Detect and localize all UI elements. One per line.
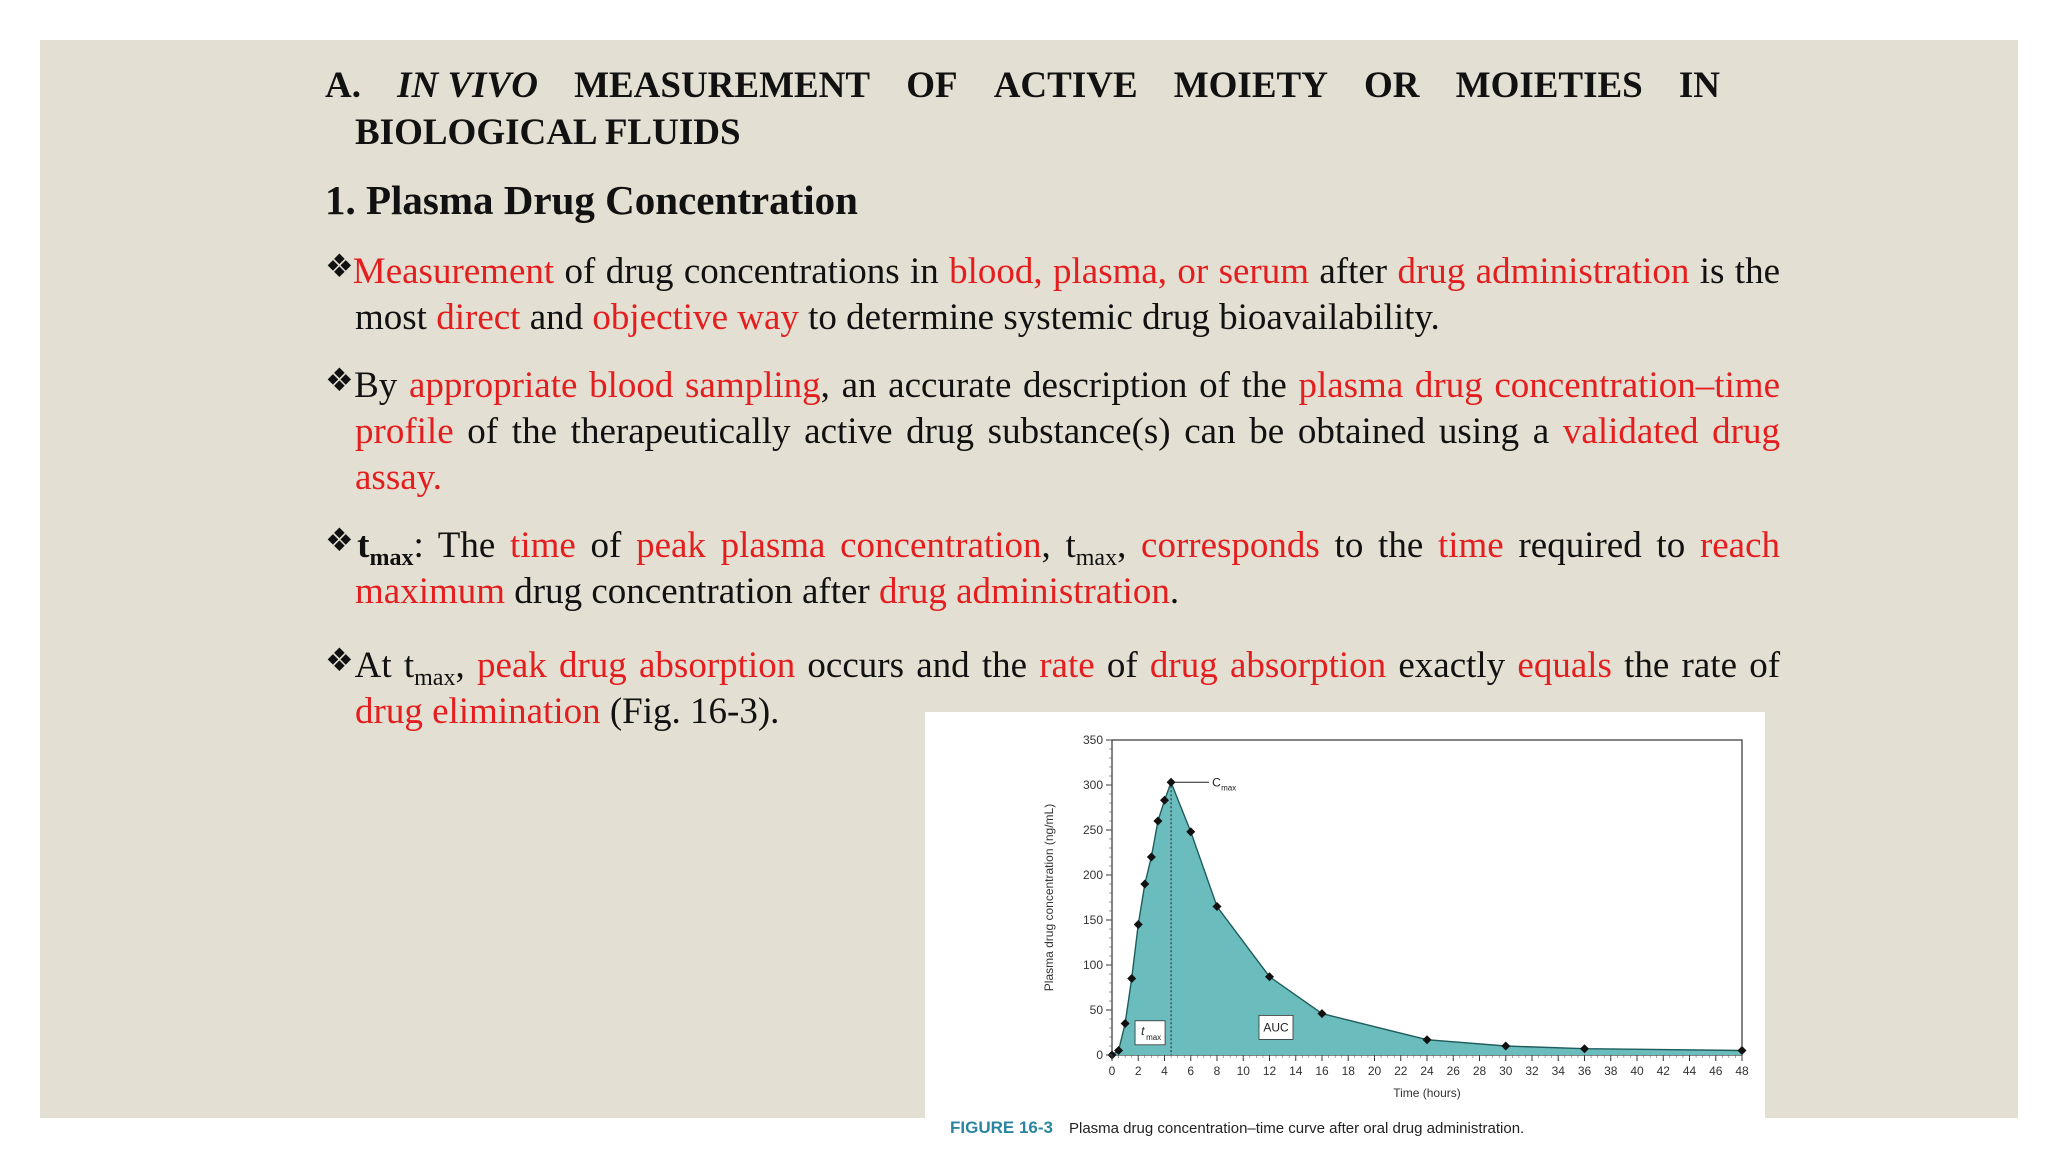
y-tick-label: 50 [1089,1003,1103,1017]
bullet-diamond-icon: ❖ [325,362,355,398]
x-tick-label: 44 [1682,1064,1697,1078]
x-tick-label: 30 [1499,1064,1513,1078]
x-tick-label: 40 [1630,1064,1644,1078]
bullet-diamond-icon: ❖ [325,642,355,678]
page-subtitle: 1. Plasma Drug Concentration [325,177,858,223]
y-tick-label: 0 [1096,1048,1103,1062]
x-tick-label: 26 [1446,1064,1460,1078]
bullet-diamond-icon: ❖ [325,248,353,284]
figure-caption-text: Plasma drug concentration–time curve after oral drug administration. [1068,1120,1525,1137]
x-tick-label: 38 [1604,1064,1618,1078]
heading-word: IN [1678,65,1720,106]
x-tick-label: 14 [1289,1064,1303,1078]
section-heading [325,62,1720,156]
tmax-subscript: max [1146,1032,1162,1042]
x-tick-label: 8 [1213,1064,1221,1078]
x-tick-label: 4 [1161,1064,1168,1078]
auc-label: AUC [1263,1020,1289,1035]
bullet-tmax: $❖t_{max}$: The time of peak plasma concentration, $t_{max}$, corresponds to the time required to reach maximum drug concentration after drug administration. [325,522,1781,612]
x-tick-label: 24 [1420,1064,1434,1078]
tmax-label: t [1141,1023,1145,1038]
x-tick-label: 46 [1709,1064,1723,1078]
x-tick-label: 42 [1656,1064,1670,1078]
heading-word: MOIETIES [1455,65,1643,106]
x-tick-label: 2 [1134,1064,1142,1078]
figure-label: FIGURE 16-3 [950,1118,1053,1137]
y-tick-label: 350 [1082,733,1103,747]
x-tick-label: 18 [1341,1064,1355,1078]
x-tick-label: 10 [1236,1064,1250,1078]
x-tick-label: 16 [1315,1064,1329,1078]
x-tick-label: 20 [1367,1064,1382,1078]
bullet-diamond-icon: ❖ [325,522,358,558]
heading-prefix: A. [325,65,361,106]
cmax-label: C [1212,775,1221,790]
y-tick-label: 300 [1082,778,1103,792]
x-tick-label: 28 [1472,1064,1487,1078]
concentration-time-chart [925,712,1765,1112]
x-tick-label: 48 [1735,1064,1749,1078]
heading-word: OR [1364,65,1420,106]
y-tick-label: 200 [1082,868,1103,882]
y-tick-label: 100 [1082,958,1103,972]
figure-caption [950,1118,1524,1138]
x-axis-label: Time (hours) [1393,1086,1461,1100]
x-tick-label: 22 [1394,1064,1408,1078]
heading-word: MOIETY [1173,65,1328,106]
heading-line-2: BIOLOGICAL FLUIDS [355,112,741,153]
heading-word: OF [906,65,958,106]
y-tick-label: 250 [1082,823,1103,837]
x-tick-label: 36 [1577,1064,1592,1078]
x-tick-label: 6 [1187,1064,1195,1078]
heading-italic: IN VIVO [397,65,538,106]
y-axis-label: Plasma drug concentration (ng/mL) [1042,803,1056,992]
heading-word: ACTIVE [993,65,1138,106]
bullet-peak-absorption: ❖At $t_{max}$, peak drug absorption occurs and the rate of drug absorption exactly equals the rate of drug elimination (Fig. 16-3). [325,642,1781,732]
bullet-blood-sampling: ❖By appropriate blood sampling, an accurate description of the plasma drug concentration–time profile of the therapeutically active drug substance(s) can be obtained using a validated drug assay. [325,362,1780,498]
bullet-measurement: ❖Measurement of drug concentrations in blood, plasma, or serum after drug administration is the most direct and objective way to determine systemic drug bioavailability. [325,248,1780,338]
x-tick-label: 0 [1108,1064,1116,1078]
figure-16-3 [925,712,1765,1152]
x-tick-label: 34 [1551,1064,1565,1078]
heading-word: MEASUREMENT [574,65,871,106]
x-tick-label: 12 [1262,1064,1277,1078]
cmax-subscript: max [1221,783,1237,793]
x-tick-label: 32 [1525,1064,1539,1078]
y-tick-label: 150 [1082,913,1103,927]
